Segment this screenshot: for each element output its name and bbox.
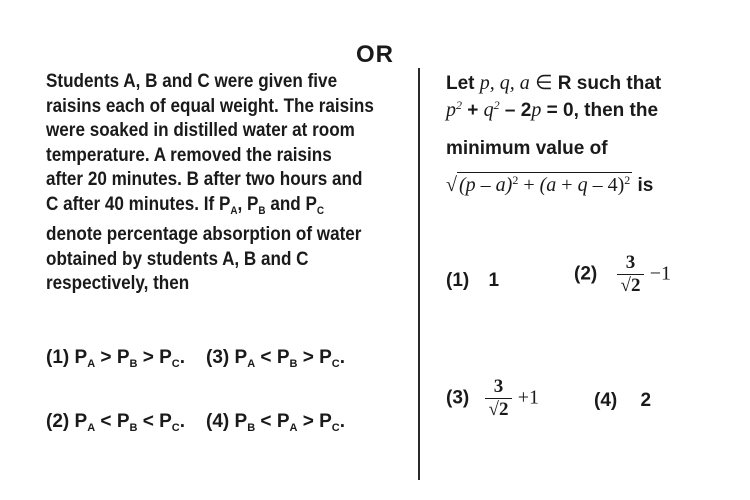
question-line: denote percentage absorption of water bbox=[46, 224, 362, 245]
denominator: √2 bbox=[485, 398, 513, 421]
subscript: B bbox=[258, 204, 266, 217]
numerator: 3 bbox=[493, 376, 504, 397]
text: R such that bbox=[557, 73, 662, 94]
question-line: $p^2 + q^2 - 2p = 0$, then the bbox=[446, 98, 659, 121]
question-line: raisins each of equal weight. The raisins bbox=[46, 95, 374, 117]
fraction bbox=[485, 376, 513, 421]
option-number: (3) bbox=[446, 387, 470, 409]
text: C after 40 minutes. If P bbox=[46, 193, 231, 215]
option-4 bbox=[206, 411, 345, 434]
math-vars: p, q, a bbox=[479, 72, 530, 94]
denominator-value: 2 bbox=[630, 275, 641, 296]
question-line: respectively, then bbox=[46, 273, 190, 294]
subscript: B bbox=[247, 422, 256, 434]
subscript: B bbox=[129, 358, 138, 370]
numerator: 3 bbox=[625, 252, 636, 273]
question-line: minimum value of bbox=[446, 138, 608, 159]
denominator: √2 bbox=[617, 274, 645, 297]
option-text: $P_B < P_A > P_C$. bbox=[234, 411, 346, 434]
subscript: B bbox=[289, 358, 298, 370]
subscript: C bbox=[316, 204, 325, 217]
text: is bbox=[637, 175, 654, 196]
option-text: $P_A < P_B > P_C$. bbox=[234, 347, 346, 370]
subscript: A bbox=[87, 358, 96, 370]
option-3 bbox=[206, 347, 345, 370]
suffix: +1 bbox=[517, 386, 540, 409]
option-2 bbox=[574, 252, 671, 297]
question-line bbox=[446, 70, 746, 98]
subscript: C bbox=[331, 422, 340, 434]
right-question bbox=[446, 70, 746, 197]
subscript: A bbox=[230, 204, 238, 217]
question-line: Students A, B and C were given five bbox=[46, 71, 338, 92]
question-line: were soaked in distilled water at room bbox=[46, 120, 355, 141]
left-question bbox=[46, 70, 414, 297]
option-1 bbox=[46, 347, 185, 370]
denominator-value: 2 bbox=[498, 399, 509, 420]
option-number: (4) bbox=[594, 390, 618, 411]
question-line: obtained by students A, B and C bbox=[46, 248, 309, 270]
subscript: B bbox=[129, 422, 138, 434]
option-1 bbox=[446, 270, 499, 292]
subscript: A bbox=[247, 358, 256, 370]
option-2 bbox=[46, 411, 185, 434]
subscript: C bbox=[331, 358, 340, 370]
question-line-with-subscripts bbox=[46, 193, 377, 224]
option-number: (4) bbox=[206, 411, 230, 432]
question-line bbox=[446, 172, 746, 197]
question-line: temperature. A removed the raisins bbox=[46, 144, 332, 166]
text: = 0, then the bbox=[546, 100, 659, 121]
option-text: $P_A > P_B > P_C$. bbox=[74, 347, 186, 370]
option-4 bbox=[594, 390, 651, 412]
subscript: C bbox=[171, 358, 180, 370]
math-expression: $p^2$ bbox=[446, 98, 462, 121]
option-text: 2 bbox=[640, 390, 652, 411]
suffix: −1 bbox=[649, 262, 672, 285]
option-number: (1) bbox=[446, 270, 470, 291]
element-of-symbol: ∈ bbox=[535, 72, 553, 94]
option-3 bbox=[446, 376, 539, 421]
column-divider bbox=[418, 68, 420, 480]
text: , P bbox=[237, 193, 259, 215]
option-number: (1) bbox=[46, 347, 70, 368]
or-separator: OR bbox=[356, 41, 394, 68]
option-number: (3) bbox=[206, 347, 230, 368]
text: and P bbox=[265, 193, 317, 215]
option-number: (2) bbox=[46, 411, 70, 432]
option-number: (2) bbox=[574, 263, 598, 285]
subscript: A bbox=[87, 422, 96, 434]
option-text: $P_A < P_B < P_C$. bbox=[74, 411, 186, 434]
math-expression: p bbox=[531, 99, 542, 121]
text: Let bbox=[446, 73, 475, 94]
math-expression: $q^2$ bbox=[483, 98, 500, 121]
subscript: C bbox=[171, 422, 180, 434]
fraction bbox=[617, 252, 645, 297]
option-text: 1 bbox=[488, 270, 500, 291]
subscript: A bbox=[289, 422, 298, 434]
question-line: after 20 minutes. B after two hours and bbox=[46, 169, 363, 190]
sqrt-expression: √ $(p - a)^2 + (a + q - 4)^2$ bbox=[446, 173, 631, 196]
